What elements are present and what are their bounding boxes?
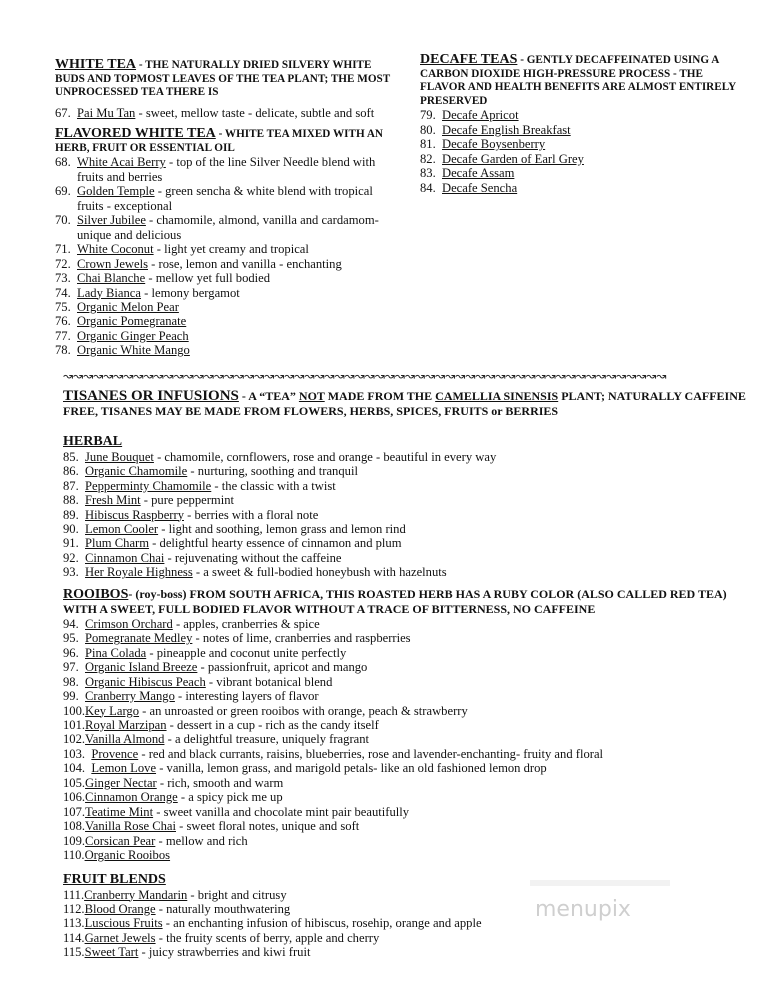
menu-item — [63, 617, 753, 631]
item-name: Decafe Apricot — [442, 108, 519, 123]
tisanes-desc-c: PLANT; NATURALLY CAFFEINE FREE, TISANES MAY BE MADE FROM FLOWERS, HERBS, SPICES, FRUITS or BERRIES — [63, 388, 746, 418]
item-description: - dessert in a cup - rich as the candy itself — [166, 718, 379, 733]
item-description: - green sencha & white blend with tropical fruits - exceptional — [77, 184, 373, 213]
item-number: 68. — [55, 155, 71, 170]
item-number: 91. — [63, 536, 79, 551]
item-number: 76. — [55, 314, 71, 329]
item-name: Fresh Mint — [85, 493, 141, 508]
item-name: Decafe English Breakfast — [442, 122, 571, 137]
item-name: Organic White Mango — [77, 343, 190, 358]
item-name: Silver Jubilee — [77, 213, 146, 228]
item-name: Ginger Nectar — [85, 775, 157, 790]
watermark-logo: menupix — [535, 897, 631, 922]
item-description: - berries with a floral note — [184, 507, 319, 522]
item-text — [85, 776, 283, 790]
white-tea-header — [55, 58, 390, 100]
menu-item — [420, 137, 740, 151]
item-text — [85, 834, 248, 848]
item-name: Chai Blanche — [77, 271, 146, 286]
tisanes-section — [63, 389, 753, 419]
decafe-teas-list — [420, 108, 740, 195]
item-text — [85, 704, 468, 718]
item-text — [85, 617, 320, 631]
item-description: - lemony bergamot — [141, 285, 240, 300]
item-description: - notes of lime, cranberries and raspberries — [192, 631, 411, 646]
item-name: June Bouquet — [85, 449, 154, 464]
menu-item — [63, 931, 753, 945]
menu-item — [420, 123, 740, 137]
item-number: 94. — [63, 616, 79, 631]
menu-item — [63, 536, 753, 550]
item-number: 100. — [63, 703, 86, 718]
menu-item — [63, 902, 753, 916]
item-name: Provence — [91, 746, 139, 761]
item-number: 73. — [55, 271, 71, 286]
white-tea-title: WHITE TEA — [55, 57, 137, 72]
item-number: 90. — [63, 522, 79, 537]
item-number: 89. — [63, 507, 79, 522]
item-name: Decafe Garden of Earl Grey — [442, 151, 584, 166]
item-number: 107. — [63, 804, 86, 819]
item-description: - interesting layers of flavor — [174, 689, 319, 704]
flavored-white-tea-list — [55, 155, 390, 357]
item-name: Organic Island Breeze — [85, 660, 198, 675]
herbal-list — [63, 450, 753, 580]
item-number: 114. — [63, 930, 85, 945]
menu-item — [63, 522, 753, 536]
item-name: Organic Rooibos — [84, 848, 171, 863]
item-name: Cranberry Mandarin — [84, 887, 188, 902]
item-text — [91, 761, 546, 775]
item-description: - an unroasted or green rooibos with orange, peach & strawberry — [139, 703, 468, 718]
item-number: 86. — [63, 464, 79, 479]
menu-item — [63, 508, 753, 522]
rooibos-title: ROOIBOS — [63, 586, 129, 602]
rooibos-header — [63, 587, 753, 617]
item-description: - rich, smooth and warm — [156, 775, 284, 790]
item-text — [442, 123, 571, 137]
item-text — [85, 450, 496, 464]
menu-item — [63, 945, 753, 959]
item-description: - naturally mouthwatering — [155, 902, 291, 916]
menu-item — [63, 805, 753, 819]
menu-item — [63, 704, 753, 718]
item-description: - mellow and rich — [155, 833, 248, 848]
menu-item — [420, 152, 740, 166]
item-number: 69. — [55, 184, 71, 199]
menu-item — [63, 675, 753, 689]
item-name: Garnet Jewels — [84, 930, 156, 945]
item-name: White Acai Berry — [77, 155, 166, 170]
item-name: Crimson Orchard — [85, 616, 173, 631]
item-number: 106. — [63, 790, 86, 805]
tisanes-desc-plant: CAMELLIA SINENSIS — [435, 388, 559, 403]
menu-item — [63, 761, 753, 775]
item-number: 83. — [420, 166, 436, 181]
item-name: White Coconut — [77, 242, 154, 257]
item-text — [85, 464, 358, 478]
item-name: Pina Colada — [85, 645, 147, 660]
menu-item — [55, 329, 390, 343]
item-text — [442, 166, 514, 180]
menu-item — [420, 166, 740, 180]
menu-item — [420, 181, 740, 195]
item-number: 95. — [63, 631, 79, 646]
menu-item — [55, 300, 390, 314]
item-name: Teatime Mint — [85, 804, 154, 819]
menu-item — [63, 450, 753, 464]
item-name: Lady Bianca — [77, 285, 141, 300]
tisanes-desc-a: - A “TEA” — [238, 388, 299, 403]
item-description: - vibrant botanical blend — [205, 674, 333, 689]
item-number: 97. — [63, 660, 79, 675]
item-name: Hibiscus Raspberry — [85, 507, 184, 522]
item-number: 71. — [55, 242, 71, 257]
fruit-blends-list — [63, 888, 753, 960]
item-number: 85. — [63, 449, 79, 464]
item-description: - rose, lemon and vanilla - enchanting — [148, 256, 342, 271]
white-tea-section — [55, 58, 390, 120]
menu-item — [55, 286, 390, 300]
menu-item — [55, 271, 390, 285]
item-number: 77. — [55, 328, 71, 343]
item-text — [85, 646, 346, 660]
ornament-divider: ↝↝↝↝↝↝↝↝↝↝↝↝↝↝↝↝↝↝↝↝↝↝↝↝↝↝↝↝↝↝↝↝↝↝↝↝↝↝↝↝↝↝↝↝↝↝↝↝↝↝↝↝↝↝↝↝↝↝↝↝ — [63, 368, 667, 383]
item-text — [85, 790, 283, 804]
item-name: Vanilla Rose Chai — [85, 819, 176, 834]
item-text — [442, 108, 519, 122]
menu-item — [63, 848, 753, 862]
item-name: Lemon Cooler — [85, 522, 159, 537]
item-name: Organic Melon Pear — [77, 299, 179, 314]
item-name: Her Royale Highness — [85, 565, 193, 580]
tisanes-header — [63, 389, 753, 419]
item-text — [77, 106, 374, 120]
item-number: 111. — [63, 887, 85, 902]
item-text — [77, 242, 309, 256]
item-text — [84, 888, 287, 902]
item-name: Organic Pomegranate — [77, 314, 187, 329]
item-text — [85, 718, 379, 732]
menu-item — [55, 314, 390, 328]
menu-item — [63, 888, 753, 902]
item-text — [442, 181, 517, 195]
item-number: 74. — [55, 285, 71, 300]
item-text — [85, 819, 359, 833]
rooibos-list — [63, 617, 753, 863]
menu-item — [63, 834, 753, 848]
item-number: 98. — [63, 674, 79, 689]
item-number: 112. — [63, 902, 85, 916]
menu-item — [63, 747, 753, 761]
item-name: Decafe Assam — [442, 166, 515, 181]
item-description: - delightful hearty essence of cinnamon and plum — [149, 536, 402, 551]
menu-item — [63, 464, 753, 478]
item-number: 99. — [63, 689, 79, 704]
menu-item — [55, 184, 390, 213]
item-text — [77, 343, 190, 357]
rooibos-description: - (roy-boss) FROM SOUTH AFRICA, THIS ROASTED HERB HAS A RUBY COLOR (ALSO CALLED RED TEA) WITH A SWEET, FULL BODIED FLAVOR WITHOUT A TRACE OF BITTERNESS, NO CAFFEINE — [63, 586, 727, 616]
item-text — [77, 300, 179, 314]
menu-item — [63, 819, 753, 833]
menu-item — [63, 631, 753, 645]
tisanes-desc-b: MADE FROM THE — [324, 388, 436, 403]
item-text — [85, 551, 341, 565]
left-column — [55, 53, 390, 358]
item-description: - an enchanting infusion of hibiscus, rosehip, orange and apple — [162, 916, 482, 931]
item-number: 110. — [63, 848, 85, 863]
item-text — [85, 732, 369, 746]
item-text — [85, 631, 411, 645]
item-number: 113. — [63, 916, 85, 931]
item-text — [91, 747, 603, 761]
item-text — [85, 805, 409, 819]
tisanes-desc-not: NOT — [298, 388, 325, 403]
herbal-title: HERBAL — [63, 433, 123, 449]
item-description: - pineapple and coconut unite perfectly — [146, 645, 347, 660]
item-text — [77, 184, 390, 213]
item-text — [85, 493, 234, 507]
white-tea-list — [55, 106, 390, 120]
item-description: - vanilla, lemon grass, and marigold petals- like an old fashioned lemon drop — [156, 761, 547, 776]
menu-item — [55, 242, 390, 256]
item-text — [77, 213, 390, 242]
menu-item — [55, 257, 390, 271]
item-description: - nurturing, soothing and tranquil — [187, 464, 358, 479]
item-name: Vanilla Almond — [85, 732, 165, 747]
item-description: - mellow yet full bodied — [145, 271, 271, 286]
item-number: 79. — [420, 108, 436, 123]
item-number: 103. — [63, 746, 92, 761]
item-name: Golden Temple — [77, 184, 155, 199]
item-number: 70. — [55, 213, 71, 228]
decafe-teas-header — [420, 53, 740, 108]
item-name: Corsican Pear — [85, 833, 156, 848]
decafe-teas-section — [420, 53, 740, 195]
menu-item — [63, 565, 753, 579]
menu-item — [63, 732, 753, 746]
item-description: - passionfruit, apricot and mango — [197, 660, 368, 675]
item-name: Royal Marzipan — [85, 718, 167, 733]
item-text — [85, 916, 482, 930]
item-text — [85, 945, 311, 959]
item-text — [85, 848, 170, 862]
tisanes-title: TISANES OR INFUSIONS — [63, 387, 239, 404]
menu-item — [63, 689, 753, 703]
item-number: 87. — [63, 478, 79, 493]
item-name: Organic Ginger Peach — [77, 328, 189, 343]
item-text — [77, 271, 270, 285]
item-text — [85, 536, 402, 550]
item-name: Key Largo — [85, 703, 140, 718]
item-description: - top of the line Silver Needle blend with fruits and berries — [77, 155, 376, 184]
item-number: 105. — [63, 775, 86, 790]
item-name: Cranberry Mango — [85, 689, 175, 704]
menu-item — [55, 106, 390, 120]
item-description: - sweet, mellow taste - delicate, subtle and soft — [135, 105, 375, 120]
item-number: 88. — [63, 493, 79, 508]
flavored-white-tea-header — [55, 127, 390, 155]
item-text — [77, 329, 189, 343]
flavored-white-tea-description: - WHITE TEA MIXED WITH AN HERB, FRUIT OR ESSENTIAL OIL — [55, 128, 384, 154]
item-name: Organic Hibiscus Peach — [85, 674, 206, 689]
item-name: Plum Charm — [85, 536, 150, 551]
item-number: 81. — [420, 137, 436, 152]
lower-content — [63, 389, 753, 960]
item-text — [85, 508, 318, 522]
item-number: 92. — [63, 550, 79, 565]
menu-item — [63, 790, 753, 804]
right-column — [420, 53, 740, 195]
item-text — [77, 314, 186, 328]
herbal-section — [63, 433, 753, 580]
item-description: - bright and citrusy — [187, 887, 287, 902]
item-text — [85, 902, 291, 916]
item-name: Pepperminty Chamomile — [85, 478, 212, 493]
item-description: - light and soothing, lemon grass and lemon rind — [158, 522, 406, 537]
item-description: - chamomile, cornflowers, rose and orange - beautiful in every way — [153, 449, 497, 464]
menu-item — [63, 660, 753, 674]
menu-item — [63, 646, 753, 660]
item-description: - sweet vanilla and chocolate mint pair beautifully — [153, 804, 410, 819]
item-name: Cinnamon Orange — [85, 790, 178, 805]
item-description: - a delightful treasure, uniquely fragrant — [164, 732, 370, 747]
decafe-teas-description: - GENTLY DECAFFEINATED USING A CARBON DIOXIDE HIGH-PRESSURE PROCESS - THE FLAVOR AND HEALTH BENEFITS ARE ALMOST ENTIRELY PRESERVED — [420, 54, 736, 107]
item-number: 104. — [63, 761, 92, 776]
menu-item — [63, 493, 753, 507]
top-columns — [0, 53, 768, 358]
item-description: - sweet floral notes, unique and soft — [176, 819, 360, 834]
fruit-blends-title: FRUIT BLENDS — [63, 871, 166, 887]
item-text — [85, 689, 319, 703]
rooibos-section — [63, 587, 753, 863]
item-text — [85, 675, 332, 689]
item-description: - juicy strawberries and kiwi fruit — [138, 945, 311, 960]
item-name: Sweet Tart — [84, 945, 139, 960]
item-number: 78. — [55, 343, 71, 358]
item-number: 82. — [420, 151, 436, 166]
item-number: 108. — [63, 819, 86, 834]
item-name: Organic Chamomile — [85, 464, 188, 479]
item-name: Luscious Fruits — [84, 916, 163, 931]
menu-item — [55, 213, 390, 242]
item-description: - the fruity scents of berry, apple and cherry — [155, 930, 380, 945]
item-name: Crown Jewels — [77, 256, 149, 271]
flavored-white-tea-title: FLAVORED WHITE TEA — [55, 126, 216, 142]
menu-item — [55, 343, 390, 357]
menu-item — [63, 776, 753, 790]
item-text — [85, 660, 367, 674]
item-text — [77, 155, 390, 184]
menu-item — [63, 916, 753, 930]
item-description: - the classic with a twist — [211, 478, 336, 493]
item-number: 84. — [420, 180, 436, 195]
item-name: Decafe Sencha — [442, 180, 518, 195]
item-name: Cinnamon Chai — [85, 550, 165, 565]
item-description: - pure peppermint — [140, 493, 235, 508]
item-name: Blood Orange — [84, 902, 156, 916]
item-number: 80. — [420, 122, 436, 137]
item-number: 96. — [63, 645, 79, 660]
item-description: - red and black currants, raisins, blueberries, rose and lavender-enchanting- fruity and floral — [138, 746, 604, 761]
item-text — [77, 286, 240, 300]
item-text — [85, 931, 380, 945]
item-text — [85, 522, 406, 536]
item-number: 101. — [63, 718, 86, 733]
item-description: - apples, cranberries & spice — [172, 616, 320, 631]
menu-item — [63, 718, 753, 732]
item-number: 67. — [55, 105, 71, 120]
white-tea-description: - THE NATURALLY DRIED SILVERY WHITE BUDS AND TOPMOST LEAVES OF THE TEA PLANT; THE MOST UNPROCESSED TEA THERE IS — [55, 59, 390, 99]
item-name: Lemon Love — [91, 761, 157, 776]
item-name: Decafe Boysenberry — [442, 137, 546, 152]
item-number: 75. — [55, 299, 71, 314]
flavored-white-tea-section — [55, 127, 390, 358]
item-description: - light yet creamy and tropical — [153, 242, 309, 257]
menu-item — [55, 155, 390, 184]
item-description: - a spicy pick me up — [177, 790, 283, 805]
watermark-bar — [530, 880, 670, 886]
item-text — [442, 137, 545, 151]
item-text — [85, 479, 336, 493]
item-text — [85, 565, 447, 579]
item-number: 102. — [63, 732, 86, 747]
decafe-teas-title: DECAFE TEAS — [420, 52, 518, 67]
item-number: 109. — [63, 833, 86, 848]
item-description: - chamomile, almond, vanilla and cardamom-unique and delicious — [77, 213, 379, 242]
item-number: 72. — [55, 256, 71, 271]
item-name: Pomegranate Medley — [85, 631, 193, 646]
item-description: - rejuvenating without the caffeine — [164, 550, 342, 565]
item-text — [442, 152, 584, 166]
menu-item — [63, 479, 753, 493]
item-text — [77, 257, 342, 271]
menu-item — [63, 551, 753, 565]
item-number: 93. — [63, 565, 79, 580]
item-name: Pai Mu Tan — [77, 105, 136, 120]
item-description: - a sweet & full-bodied honeybush with hazelnuts — [192, 565, 447, 580]
item-number: 115. — [63, 945, 85, 960]
menu-item — [420, 108, 740, 122]
